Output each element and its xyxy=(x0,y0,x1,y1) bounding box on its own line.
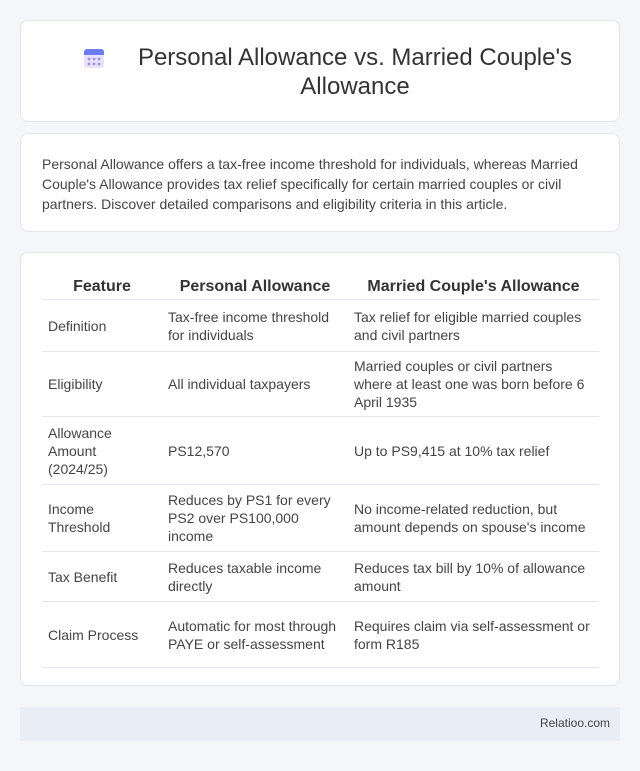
married-cell: Up to PS9,415 at 10% tax relief xyxy=(348,417,599,485)
personal-cell: All individual taxpayers xyxy=(162,352,348,417)
footer-brand[interactable]: Relatioo.com xyxy=(539,716,610,730)
footer-bar xyxy=(20,707,620,741)
header-feature: Feature xyxy=(42,275,162,300)
page-title: Personal Allowance vs. Married Couple's Allowance xyxy=(137,44,573,100)
header-married-couples-allowance: Married Couple's Allowance xyxy=(348,275,599,300)
table-row xyxy=(42,602,599,668)
table-row xyxy=(42,300,599,352)
comparison-table xyxy=(42,275,599,668)
personal-cell: Reduces taxable income directly xyxy=(162,552,348,602)
personal-cell: Tax-free income threshold for individuals xyxy=(162,300,348,352)
comparison-card xyxy=(20,252,620,686)
feature-cell: Allowance Amount (2024/25) xyxy=(42,417,162,485)
feature-cell: Eligibility xyxy=(42,352,162,417)
table-row xyxy=(42,417,599,485)
table-header-row xyxy=(42,275,599,300)
feature-cell: Income Threshold xyxy=(42,485,162,552)
table-row xyxy=(42,352,599,417)
personal-cell: Reduces by PS1 for every PS2 over PS100,000 income xyxy=(162,485,348,552)
married-cell: Married couples or civil partners where at least one was born before 6 April 1935 xyxy=(348,352,599,417)
married-cell: Requires claim via self-assessment or form R185 xyxy=(348,602,599,668)
married-cell: Tax relief for eligible married couples and civil partners xyxy=(348,300,599,352)
feature-cell: Definition xyxy=(42,300,162,352)
personal-cell: Automatic for most through PAYE or self-assessment xyxy=(162,602,348,668)
intro-text: Personal Allowance offers a tax-free income threshold for individuals, whereas Married Couple's Allowance provides tax relief specifically for certain married couples or civil partners. Discover detailed comparisons and eligibility criteria in this article. xyxy=(42,156,578,212)
feature-cell: Claim Process xyxy=(42,602,162,668)
married-cell: Reduces tax bill by 10% of allowance amount xyxy=(348,552,599,602)
feature-cell: Tax Benefit xyxy=(42,552,162,602)
title-card xyxy=(20,20,620,122)
personal-cell: PS12,570 xyxy=(162,417,348,485)
table-row xyxy=(42,485,599,552)
header-personal-allowance: Personal Allowance xyxy=(162,275,348,300)
married-cell: No income-related reduction, but amount depends on spouse's income xyxy=(348,485,599,552)
table-row xyxy=(42,552,599,602)
intro-card xyxy=(20,133,620,232)
